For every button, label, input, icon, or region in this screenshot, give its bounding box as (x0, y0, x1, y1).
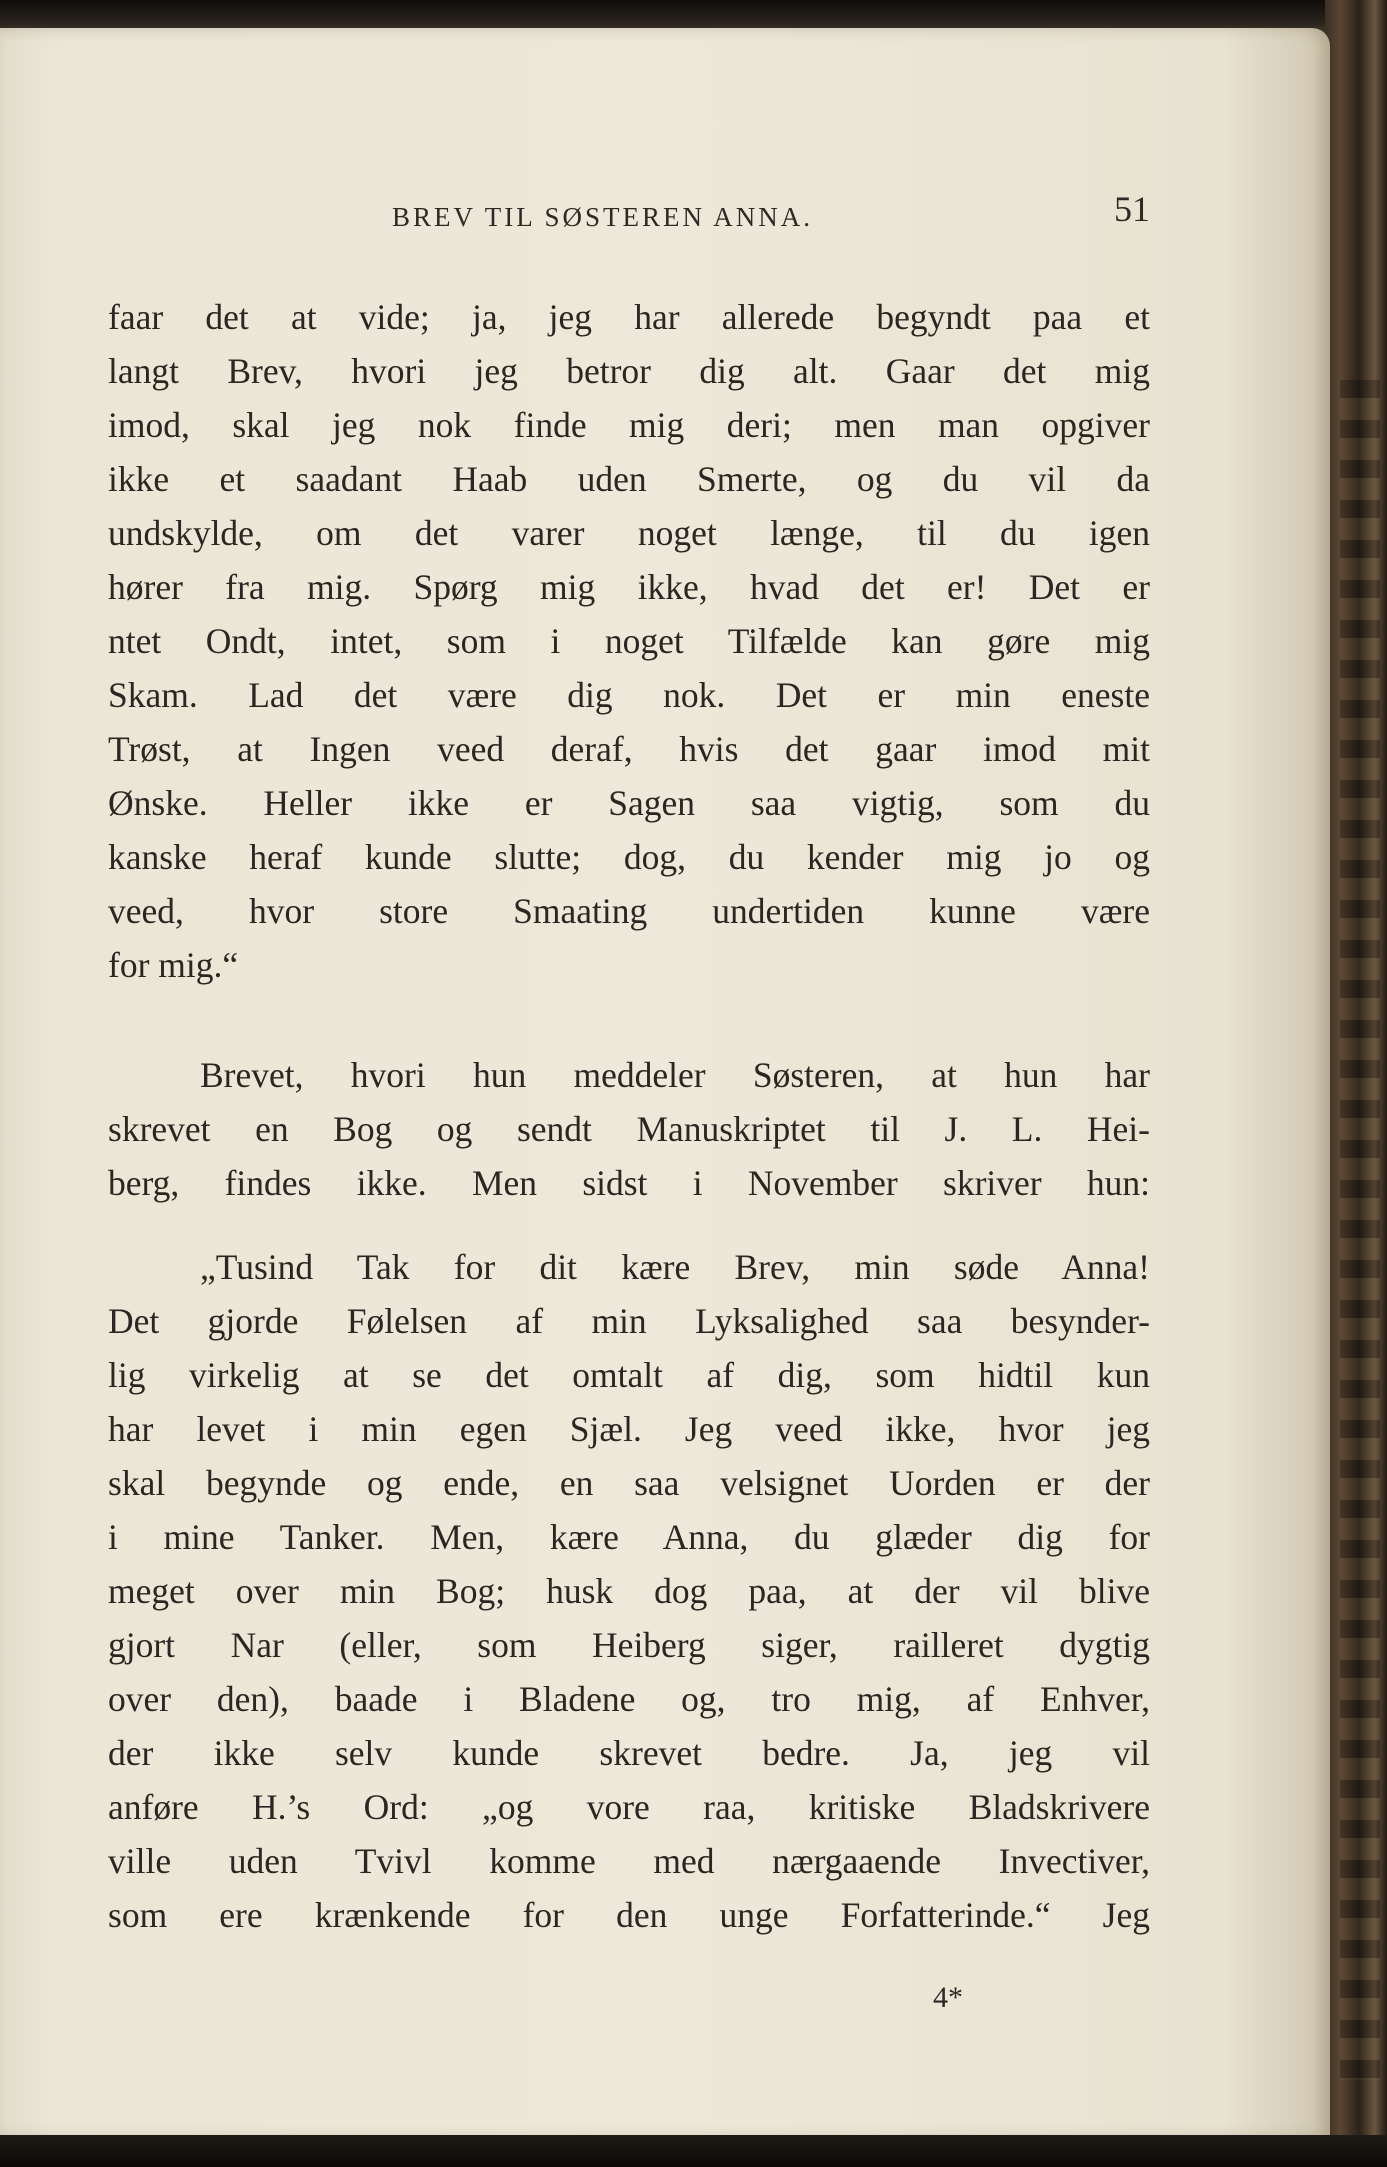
text-line: „Tusind Tak for dit kære Brev, min søde Anna! (200, 1247, 1150, 1287)
signature-mark: 4* (933, 1981, 963, 2014)
text-line: veed, hvor store Smaating undertiden kunne være (108, 891, 1150, 931)
page-number: 51 (1114, 189, 1150, 229)
text-line: hører fra mig. Spørg mig ikke, hvad det er! Det er (108, 567, 1150, 607)
text-line: over den), baade i Bladene og, tro mig, af Enhver, (108, 1679, 1150, 1719)
paragraph-2 (108, 1048, 1150, 1210)
text-line: Trøst, at Ingen veed deraf, hvis det gaar imod mit (108, 729, 1150, 769)
text-line: Det gjorde Følelsen af min Lyksalighed saa besynder- (108, 1301, 1150, 1341)
text-line: skrevet en Bog og sendt Manuskriptet til J. L. Hei- (108, 1109, 1150, 1149)
paragraph-1 (108, 290, 1150, 992)
text-line: som ere krænkende for den unge Forfatterinde.“ Jeg (108, 1895, 1150, 1935)
text-line: imod, skal jeg nok finde mig deri; men man opgiver (108, 405, 1150, 445)
body-text (108, 290, 1150, 1942)
paragraph-spacer (108, 992, 1150, 1048)
running-head (110, 176, 1150, 236)
text-line: der ikke selv kunde skrevet bedre. Ja, jeg vil (108, 1733, 1150, 1773)
text-line: anføre H.’s Ord: „og vore raa, kritiske Bladskrivere (108, 1787, 1150, 1827)
text-line: berg, findes ikke. Men sidst i November skriver hun: (108, 1163, 1150, 1203)
text-line: meget over min Bog; husk dog paa, at der vil blive (108, 1571, 1150, 1611)
text-line: Brevet, hvori hun meddeler Søsteren, at hun har (200, 1055, 1150, 1095)
text-line: gjort Nar (eller, som Heiberg siger, railleret dygtig (108, 1625, 1150, 1665)
text-line: Ønske. Heller ikke er Sagen saa vigtig, som du (108, 783, 1150, 823)
book-page (0, 28, 1330, 2138)
text-line: ville uden Tvivl komme med nærgaaende Invectiver, (108, 1841, 1150, 1881)
text-line: ntet Ondt, intet, som i noget Tilfælde kan gøre mig (108, 621, 1150, 661)
header-title: BREV TIL SØSTEREN ANNA. (392, 202, 814, 232)
text-line: undskylde, om det varer noget længe, til du igen (108, 513, 1150, 553)
text-line: for mig.“ (108, 945, 239, 985)
text-line: langt Brev, hvori jeg betror dig alt. Gaar det mig (108, 351, 1150, 391)
text-line: lig virkelig at se det omtalt af dig, som hidtil kun (108, 1355, 1150, 1395)
text-line: ikke et saadant Haab uden Smerte, og du vil da (108, 459, 1150, 499)
paragraph-spacer (108, 1210, 1150, 1240)
text-line: faar det at vide; ja, jeg har allerede begyndt paa et (108, 297, 1150, 337)
text-line: har levet i min egen Sjæl. Jeg veed ikke, hvor jeg (108, 1409, 1150, 1449)
text-line: skal begynde og ende, en saa velsignet Uorden er der (108, 1463, 1150, 1503)
spine-texture (1340, 380, 1380, 2080)
text-line: Skam. Lad det være dig nok. Det er min eneste (108, 675, 1150, 715)
text-line: kanske heraf kunde slutte; dog, du kender mig jo og (108, 837, 1150, 877)
text-line: i mine Tanker. Men, kære Anna, du glæder dig for (108, 1517, 1150, 1557)
book-bottom-edge (0, 2135, 1387, 2167)
paragraph-3 (108, 1240, 1150, 1942)
